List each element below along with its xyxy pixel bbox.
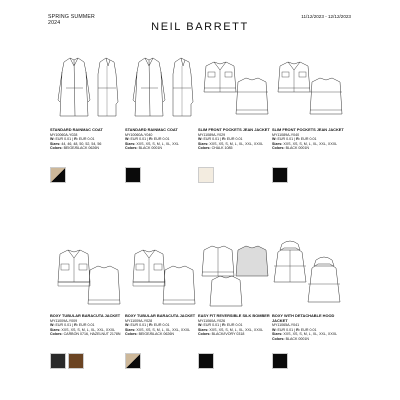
color-swatch[interactable] <box>198 167 214 183</box>
product-info <box>125 128 199 151</box>
product-sketch <box>198 238 270 310</box>
product-colors: Colors: CARBON 0716, HAZELNUT 2178N <box>50 332 121 337</box>
product-sketch <box>125 52 197 124</box>
product-price: W: EUR 0.01 | R: EUR 0.01 <box>125 137 170 142</box>
product-sketch <box>198 52 270 124</box>
color-swatch[interactable] <box>272 167 288 183</box>
product-price: W: EUR 0.01 | R: EUR 0.01 <box>272 137 317 142</box>
product-sizes: Sizes: XXS, XS, S, M, L, XL, XXL, XXXL <box>125 327 191 332</box>
product-info <box>125 314 199 337</box>
product-name: STANDARD RAINMAC COAT <box>125 127 178 132</box>
product-price: W: EUR 0.01 | R: EUR 0.01 <box>198 137 243 142</box>
product-code: MY11060A-Y026 <box>198 318 226 323</box>
swatch-row <box>125 167 141 183</box>
product-colors: Colors: BLACK 0001N <box>272 336 309 341</box>
swatch-row <box>198 167 214 183</box>
swatch-row <box>272 167 288 183</box>
product-colors: Colors: BLACK 0001N <box>125 146 162 151</box>
product-price: W: EUR 0.01 | R: EUR 0.01 <box>125 323 170 328</box>
product-code: MY10060A-Y028 <box>50 132 78 137</box>
product-sizes: Sizes: 44, 46, 48, 50, 52, 54, 56 <box>50 141 102 146</box>
product-sizes: Sizes: XXS, XS, S, M, L, XL, XXL, XXXL <box>198 141 264 146</box>
product-name: BOXY TUBULAR BARACUTA JACKET <box>125 313 196 318</box>
product-name: STANDARD RAINMAC COAT <box>50 127 103 132</box>
swatch-row <box>50 353 84 369</box>
product-info <box>198 314 272 337</box>
product-code: MY11009A-Y028 <box>125 318 153 323</box>
color-swatch[interactable] <box>125 353 141 369</box>
product-name: BOXY WITH DETACHABLE HOOD JACKET <box>272 313 335 323</box>
product-info <box>50 314 124 337</box>
product-sketch <box>50 52 122 124</box>
product-name: EASY FIT REVERSIBLE SILK BOMBER <box>198 313 270 318</box>
season-line-2: 2024 <box>48 20 61 26</box>
product-info <box>272 314 346 342</box>
product-sizes: Sizes: XXS, XS, S, M, L, XL, XXL, XXXL <box>50 327 116 332</box>
product-price: W: EUR 0.01 | R: EUR 0.01 <box>50 137 95 142</box>
season-line-1: SPRING SUMMER <box>48 14 95 20</box>
product-code: MY11089A-Y029 <box>198 132 226 137</box>
date-range: 11/12/2023 - 12/12/2023 <box>301 14 351 19</box>
product-info <box>50 128 124 151</box>
product-sizes: Sizes: XXS, XS, S, M, L, XL, XXL <box>125 141 179 146</box>
color-swatch[interactable] <box>50 167 66 183</box>
color-swatch[interactable] <box>125 167 141 183</box>
product-name: SLIM FRONT POCKETS JEAN JACKET <box>272 127 344 132</box>
product-sketch <box>272 52 344 124</box>
product-price: W: EUR 0.01 | R: EUR 0.01 <box>198 323 243 328</box>
product-colors: Colors: BEIGE/BLACK 0626N <box>125 332 174 337</box>
product-sketch <box>50 238 122 310</box>
product-sizes: Sizes: XXS, XS, S, M, L, XL, XXL, XXXL <box>272 332 338 337</box>
product-info <box>198 128 272 151</box>
product-code: MY11089A-Y040 <box>272 132 300 137</box>
swatch-row <box>125 353 141 369</box>
color-swatch[interactable] <box>272 353 288 369</box>
product-colors: Colors: BLACK 0001N <box>272 146 309 151</box>
product-colors: Colors: CHALK 1085 <box>198 146 233 151</box>
color-swatch[interactable] <box>50 353 66 369</box>
product-code: MY11009A-Y009 <box>50 318 78 323</box>
product-colors: Colors: BLACK/IVORY 0318 <box>198 332 245 337</box>
product-info <box>272 128 346 151</box>
color-swatch[interactable] <box>68 353 84 369</box>
product-code: MY10060A-Y040 <box>125 132 153 137</box>
product-price: W: EUR 0.01 | R: EUR 0.01 <box>50 323 95 328</box>
product-name: BOXY TUBULAR BARACUTA JACKET <box>50 313 121 318</box>
product-price: W: EUR 0.01 | R: EUR 0.01 <box>272 327 317 332</box>
swatch-row <box>198 353 214 369</box>
product-sketch <box>125 238 197 310</box>
product-sizes: Sizes: XXS, XS, S, M, L, XL, XXL, XXXL <box>272 141 338 146</box>
product-sizes: Sizes: XXS, XS, S, M, L, XL, XXL, XXXL <box>198 327 264 332</box>
product-colors: Colors: BEIGE/BLACK 0626N <box>50 146 99 151</box>
brand-logo: NEIL BARRETT <box>151 21 249 33</box>
swatch-row <box>50 167 66 183</box>
product-code: MY11065A-Y041 <box>272 323 300 328</box>
color-swatch[interactable] <box>198 353 214 369</box>
product-sketch <box>272 238 344 310</box>
swatch-row <box>272 353 288 369</box>
product-name: SLIM FRONT POCKETS JEAN JACKET <box>198 127 270 132</box>
